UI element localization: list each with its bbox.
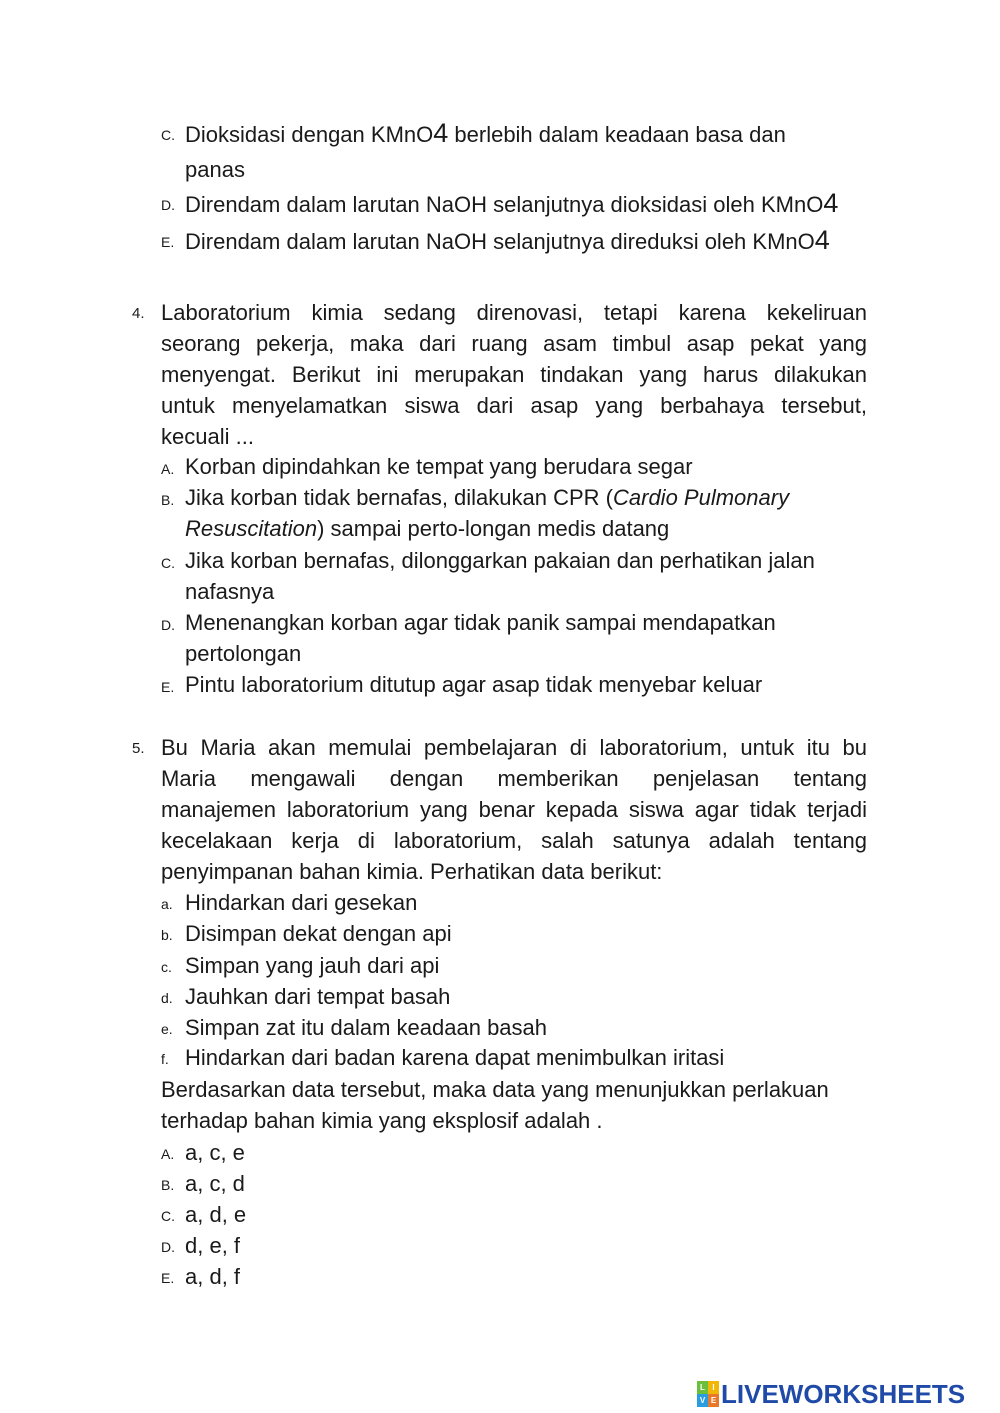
option-e-text: Pintu laboratorium ditutup agar asap tidak menyebar keluar (185, 672, 763, 697)
question-number: 5. (132, 740, 145, 757)
option-letter: C. (161, 555, 175, 571)
option-d-text-line2: pertolongan (185, 641, 302, 666)
option-letter: A. (161, 1146, 175, 1162)
option-text: Direndam dalam larutan NaOH selanjutnya direduksi oleh KMnO4 (185, 225, 830, 255)
option-text-line2: panas (185, 157, 245, 182)
data-item-text: Disimpan dekat dengan api (185, 921, 452, 946)
option-letter: E. (161, 679, 175, 695)
question-text-line: Bu Maria akan memulai pembelajaran di laboratorium, untuk itu bu (161, 735, 867, 760)
data-item-letter: b. (161, 927, 173, 943)
option-d-text: Menenangkan korban agar tidak panik sampai mendapatkan (185, 610, 776, 635)
question-text-line: penyimpanan bahan kimia. Perhatikan data berikut: (161, 859, 663, 884)
data-item-text: Hindarkan dari badan karena dapat menimbulkan iritasi (185, 1045, 725, 1070)
option-letter: A. (161, 461, 175, 477)
option-b-text-line2: Resuscitation) sampai perto-longan medis datang (185, 516, 670, 541)
option-letter: D. (161, 617, 175, 633)
option-text: Direndam dalam larutan NaOH selanjutnya dioksidasi oleh KMnO4 (185, 188, 839, 218)
option-letter: C. (161, 127, 175, 143)
question-text-line: Maria mengawali dengan memberikan penjelasan tentang (161, 766, 867, 791)
option-c-text-line2: nafasnya (185, 579, 275, 604)
option-letter: B. (161, 1177, 175, 1193)
liveworksheets-logo (697, 1376, 965, 1412)
option-c-text: Jika korban bernafas, dilonggarkan pakaian dan perhatikan jalan (185, 548, 815, 573)
data-item-text: Hindarkan dari gesekan (185, 890, 418, 915)
data-item-letter: d. (161, 990, 173, 1006)
question-number: 4. (132, 305, 145, 322)
option-text: a, c, e (185, 1140, 245, 1165)
brand-text: LIVEWORKSHEETS (721, 1378, 966, 1409)
question-text-line: Laboratorium kimia sedang direnovasi, tetapi karena kekeliruan (161, 300, 867, 325)
data-item-text: Simpan yang jauh dari api (185, 953, 440, 978)
conclusion-line: Berdasarkan data tersebut, maka data yang menunjukkan perlakuan (161, 1077, 829, 1102)
option-letter: B. (161, 492, 175, 508)
option-letter: D. (161, 1239, 175, 1255)
question-text-line: menyengat. Berikut ini merupakan tindakan yang harus dilakukan (161, 362, 867, 387)
data-item-letter: e. (161, 1021, 173, 1037)
question-text-line: manajemen laboratorium yang benar kepada siswa agar tidak terjadi (161, 797, 867, 822)
question-text-line: kecuali ... (161, 424, 254, 449)
data-item-letter: a. (161, 896, 173, 912)
conclusion-line: terhadap bahan kimia yang eksplosif adalah . (161, 1108, 603, 1133)
option-letter: D. (161, 197, 175, 213)
data-item-text: Jauhkan dari tempat basah (185, 984, 451, 1009)
option-b-text: Jika korban tidak bernafas, dilakukan CPR (Cardio Pulmonary (185, 485, 790, 510)
option-text: a, d, f (185, 1264, 241, 1289)
data-item-letter: f. (161, 1051, 169, 1067)
option-text: a, c, d (185, 1171, 245, 1196)
data-item-letter: c. (161, 959, 172, 975)
question-text-line: untuk menyelamatkan siswa dari asap yang berbahaya tersebut, (161, 393, 867, 418)
option-letter: E. (161, 234, 175, 250)
option-a-text: Korban dipindahkan ke tempat yang berudara segar (185, 454, 693, 479)
option-letter: E. (161, 1270, 175, 1286)
question-text-line: seorang pekerja, maka dari ruang asam timbul asap pekat yang (161, 331, 867, 356)
option-text: a, d, e (185, 1202, 247, 1227)
option-text: Dioksidasi dengan KMnO4 berlebih dalam keadaan basa dan (185, 118, 786, 148)
option-text: d, e, f (185, 1233, 241, 1258)
data-item-text: Simpan zat itu dalam keadaan basah (185, 1015, 548, 1040)
option-letter: C. (161, 1208, 175, 1224)
liveworksheets-icon: L I V E (697, 1381, 719, 1407)
question-text-line: kecelakaan kerja di laboratorium, salah satunya adalah tentang (161, 828, 867, 853)
